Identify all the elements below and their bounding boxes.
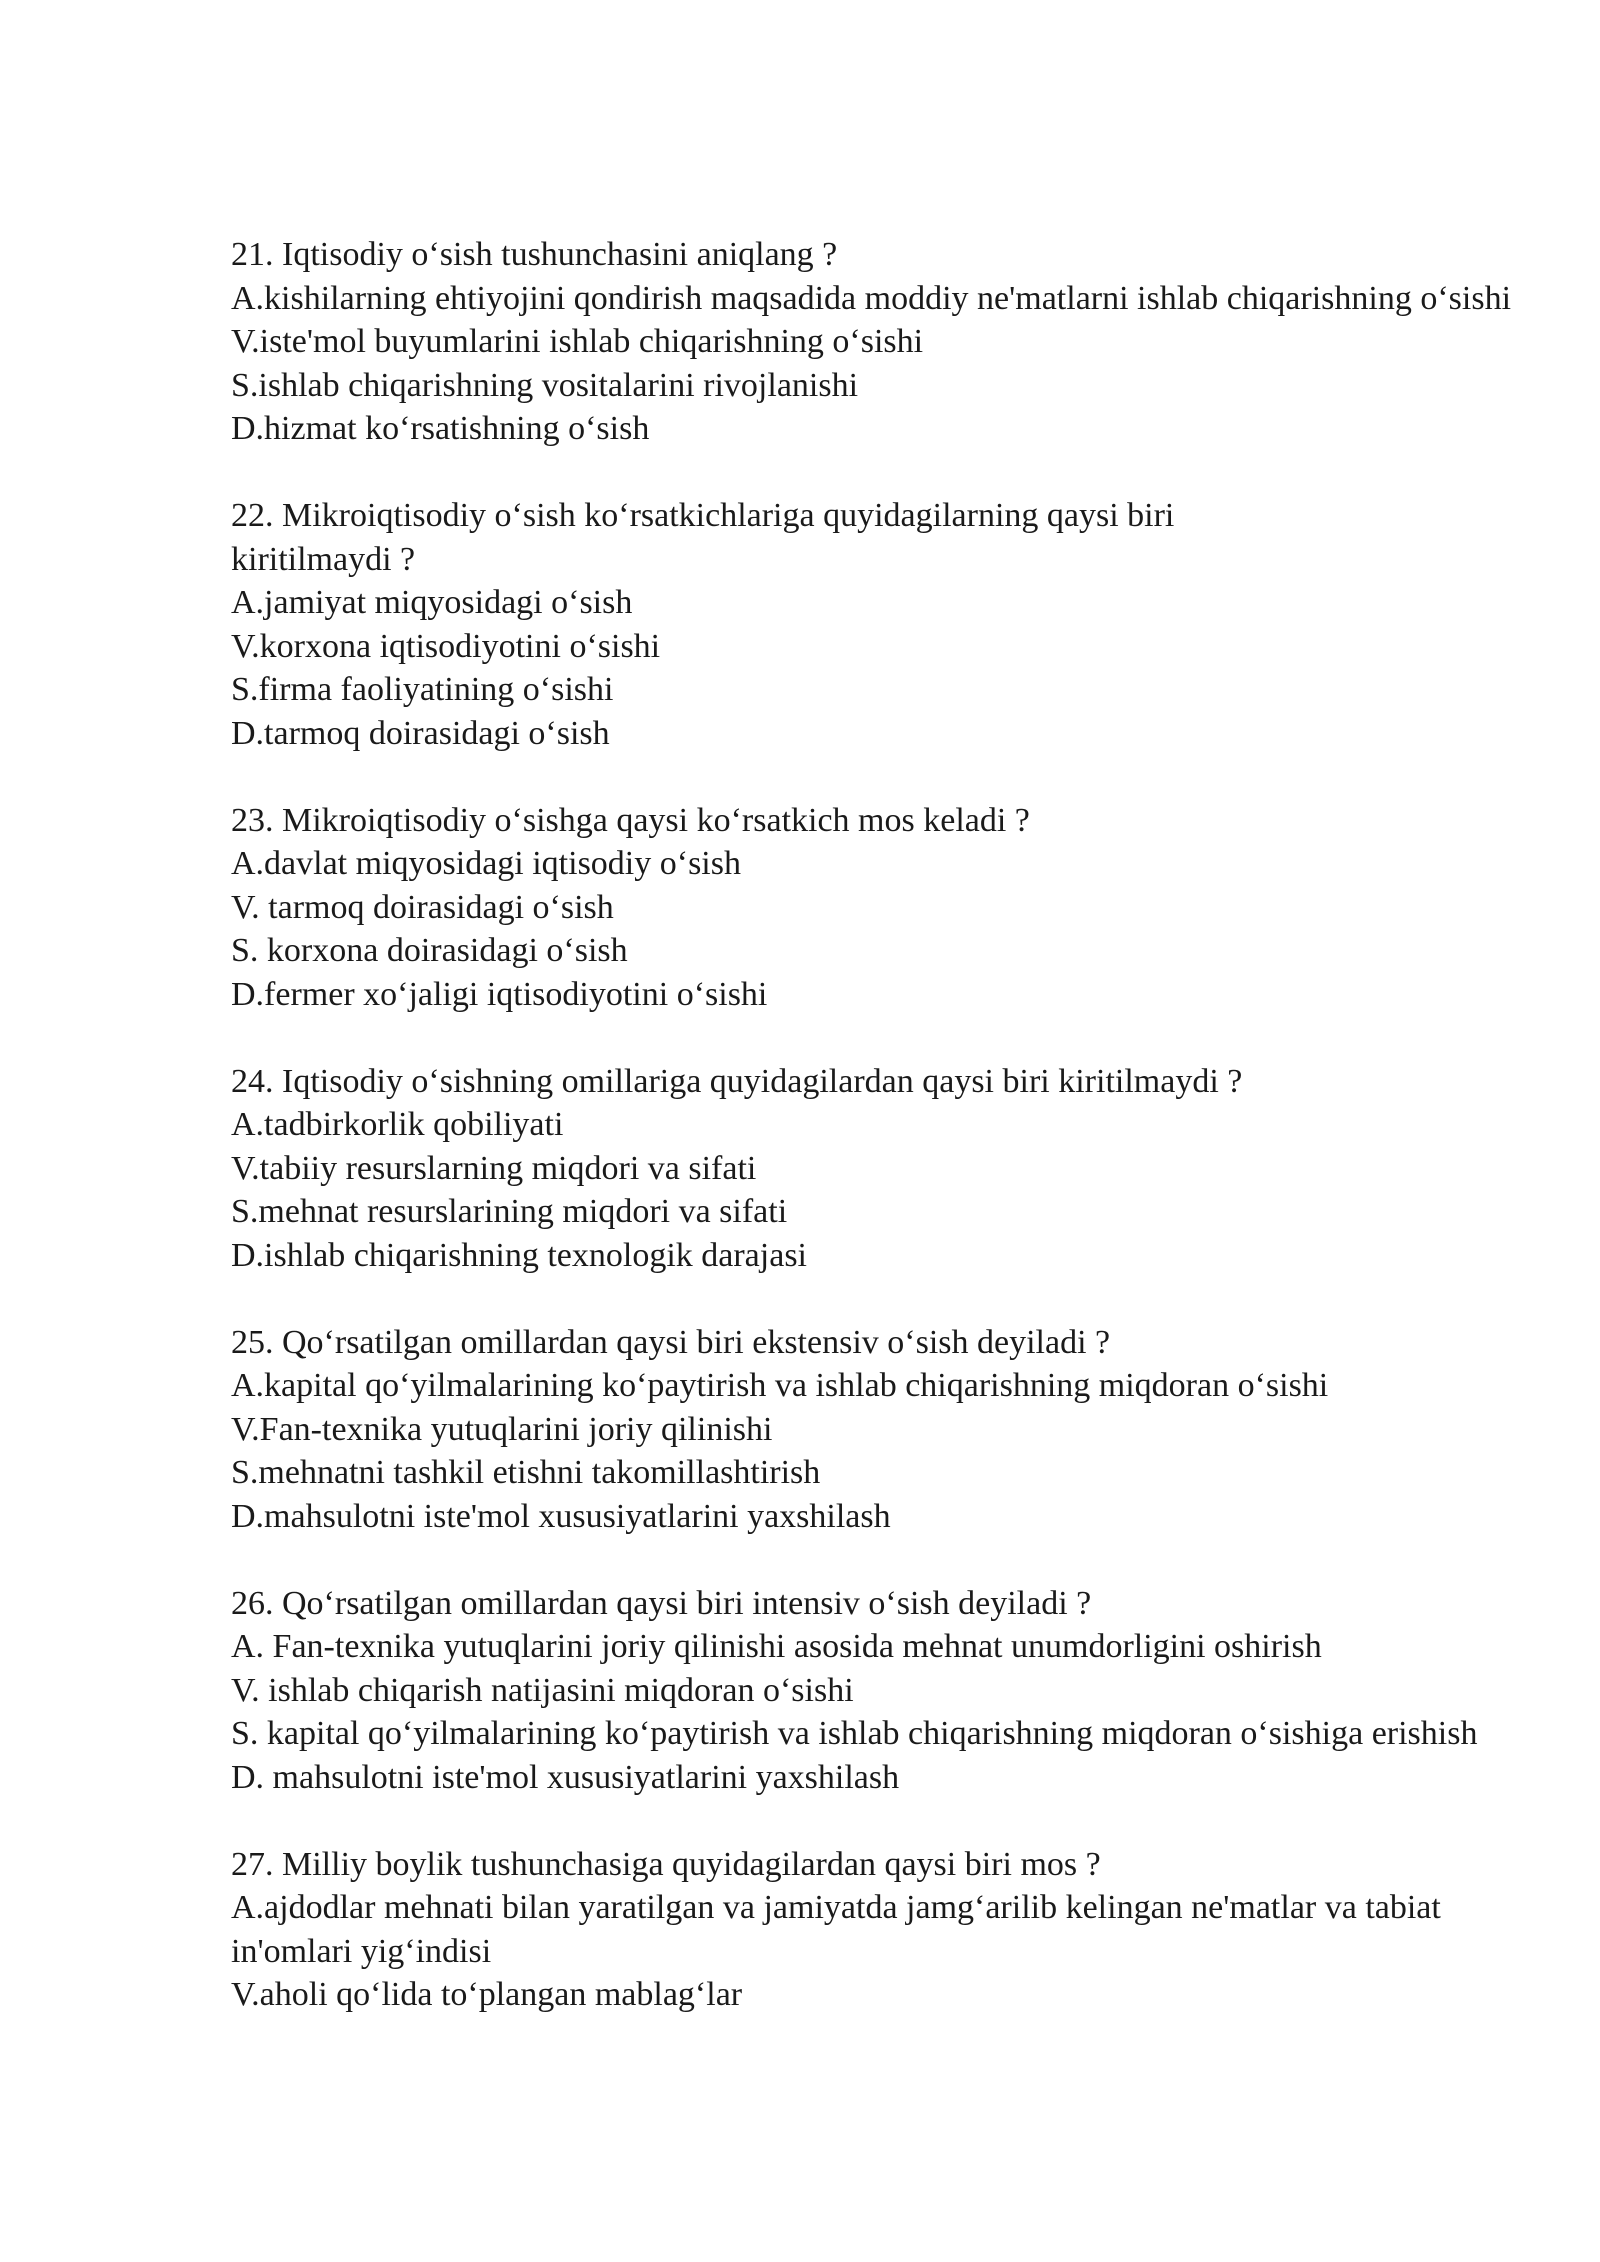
question-26 bbox=[231, 1582, 1531, 1800]
question-24 bbox=[231, 1060, 1531, 1278]
question-text: 27. Milliy boylik tushunchasiga quyidagilardan qaysi biri mos ? bbox=[231, 1845, 1101, 1883]
option-a: A.tadbirkorlik qobiliyati bbox=[231, 1106, 564, 1143]
option-d: D.hizmat ko‘rsatishning o‘sish bbox=[231, 410, 650, 447]
option-a: A.davlat miqyosidagi iqtisodiy o‘sish bbox=[231, 845, 741, 882]
option-d: D.mahsulotni iste'mol xususiyatlarini yaxshilash bbox=[231, 1497, 891, 1535]
question-27 bbox=[231, 1843, 1531, 2017]
option-d: D.tarmoq doirasidagi o‘sish bbox=[231, 714, 610, 752]
question-text: 26. Qo‘rsatilgan omillardan qaysi biri intensiv o‘sish deyiladi ? bbox=[231, 1584, 1092, 1622]
option-v: V.tabiiy resurslarning miqdori va sifati bbox=[231, 1149, 757, 1187]
option-v: V.iste'mol buyumlarini ishlab chiqarishning o‘sishi bbox=[231, 323, 924, 360]
option-v: V. ishlab chiqarish natijasini miqdoran o‘sishi bbox=[231, 1671, 854, 1709]
question-22 bbox=[231, 494, 1531, 755]
question-text: 24. Iqtisodiy o‘sishning omillariga quyidagilardan qaysi biri kiritilmaydi ? bbox=[231, 1062, 1243, 1100]
question-text: 25. Qo‘rsatilgan omillardan qaysi biri ekstensiv o‘sish deyiladi ? bbox=[231, 1323, 1111, 1361]
option-s: S.mehnat resurslarining miqdori va sifati bbox=[231, 1193, 788, 1230]
option-s: S.ishlab chiqarishning vositalarini rivojlanishi bbox=[231, 366, 859, 404]
question-text: 22. Mikroiqtisodiy o‘sish ko‘rsatkichlariga quyidagilarning qaysi biri kiritilmaydi ? bbox=[231, 497, 1175, 578]
option-a: A.jamiyat miqyosidagi o‘sish bbox=[231, 584, 633, 621]
option-d: D.ishlab chiqarishning texnologik darajasi bbox=[231, 1236, 807, 1274]
option-a: A. Fan-texnika yutuqlarini joriy qilinishi asosida mehnat unumdorligini oshirish bbox=[231, 1628, 1322, 1665]
document-page bbox=[231, 233, 1531, 2060]
option-v: V.Fan-texnika yutuqlarini joriy qilinishi bbox=[231, 1410, 773, 1448]
option-v: V.aholi qo‘lida to‘plangan mablag‘lar bbox=[231, 1976, 743, 2013]
question-text: 21. Iqtisodiy o‘sish tushunchasini aniqlang ? bbox=[231, 236, 838, 273]
option-v: V. tarmoq doirasidagi o‘sish bbox=[231, 888, 614, 926]
option-s: S.firma faoliyatining o‘sishi bbox=[231, 671, 614, 708]
option-s: S. korxona doirasidagi o‘sish bbox=[231, 932, 628, 969]
question-23 bbox=[231, 799, 1531, 1017]
question-25 bbox=[231, 1321, 1531, 1539]
question-text: 23. Mikroiqtisodiy o‘sishga qaysi ko‘rsatkich mos keladi ? bbox=[231, 801, 1030, 839]
option-d: D. mahsulotni iste'mol xususiyatlarini yaxshilash bbox=[231, 1758, 900, 1796]
option-a: A.kishilarning ehtiyojini qondirish maqsadida moddiy ne'matlarni ishlab chiqarishning o‘sishi bbox=[231, 279, 1512, 317]
option-v: V.korxona iqtisodiyotini o‘sishi bbox=[231, 627, 661, 665]
option-a: A.kapital qo‘yilmalarining ko‘paytirish va ishlab chiqarishning miqdoran o‘sishi bbox=[231, 1367, 1329, 1404]
option-s: S.mehnatni tashkil etishni takomillashtirish bbox=[231, 1454, 821, 1491]
option-a: A.ajdodlar mehnati bilan yaratilgan va jamiyatda jamg‘arilib kelingan ne'matlar va tabiat in'omlari yig‘indisi bbox=[231, 1889, 1441, 1970]
option-d: D.fermer xo‘jaligi iqtisodiyotini o‘sishi bbox=[231, 975, 768, 1013]
question-21 bbox=[231, 233, 1531, 451]
option-s: S. kapital qo‘yilmalarining ko‘paytirish va ishlab chiqarishning miqdoran o‘sishiga erishish bbox=[231, 1715, 1478, 1752]
